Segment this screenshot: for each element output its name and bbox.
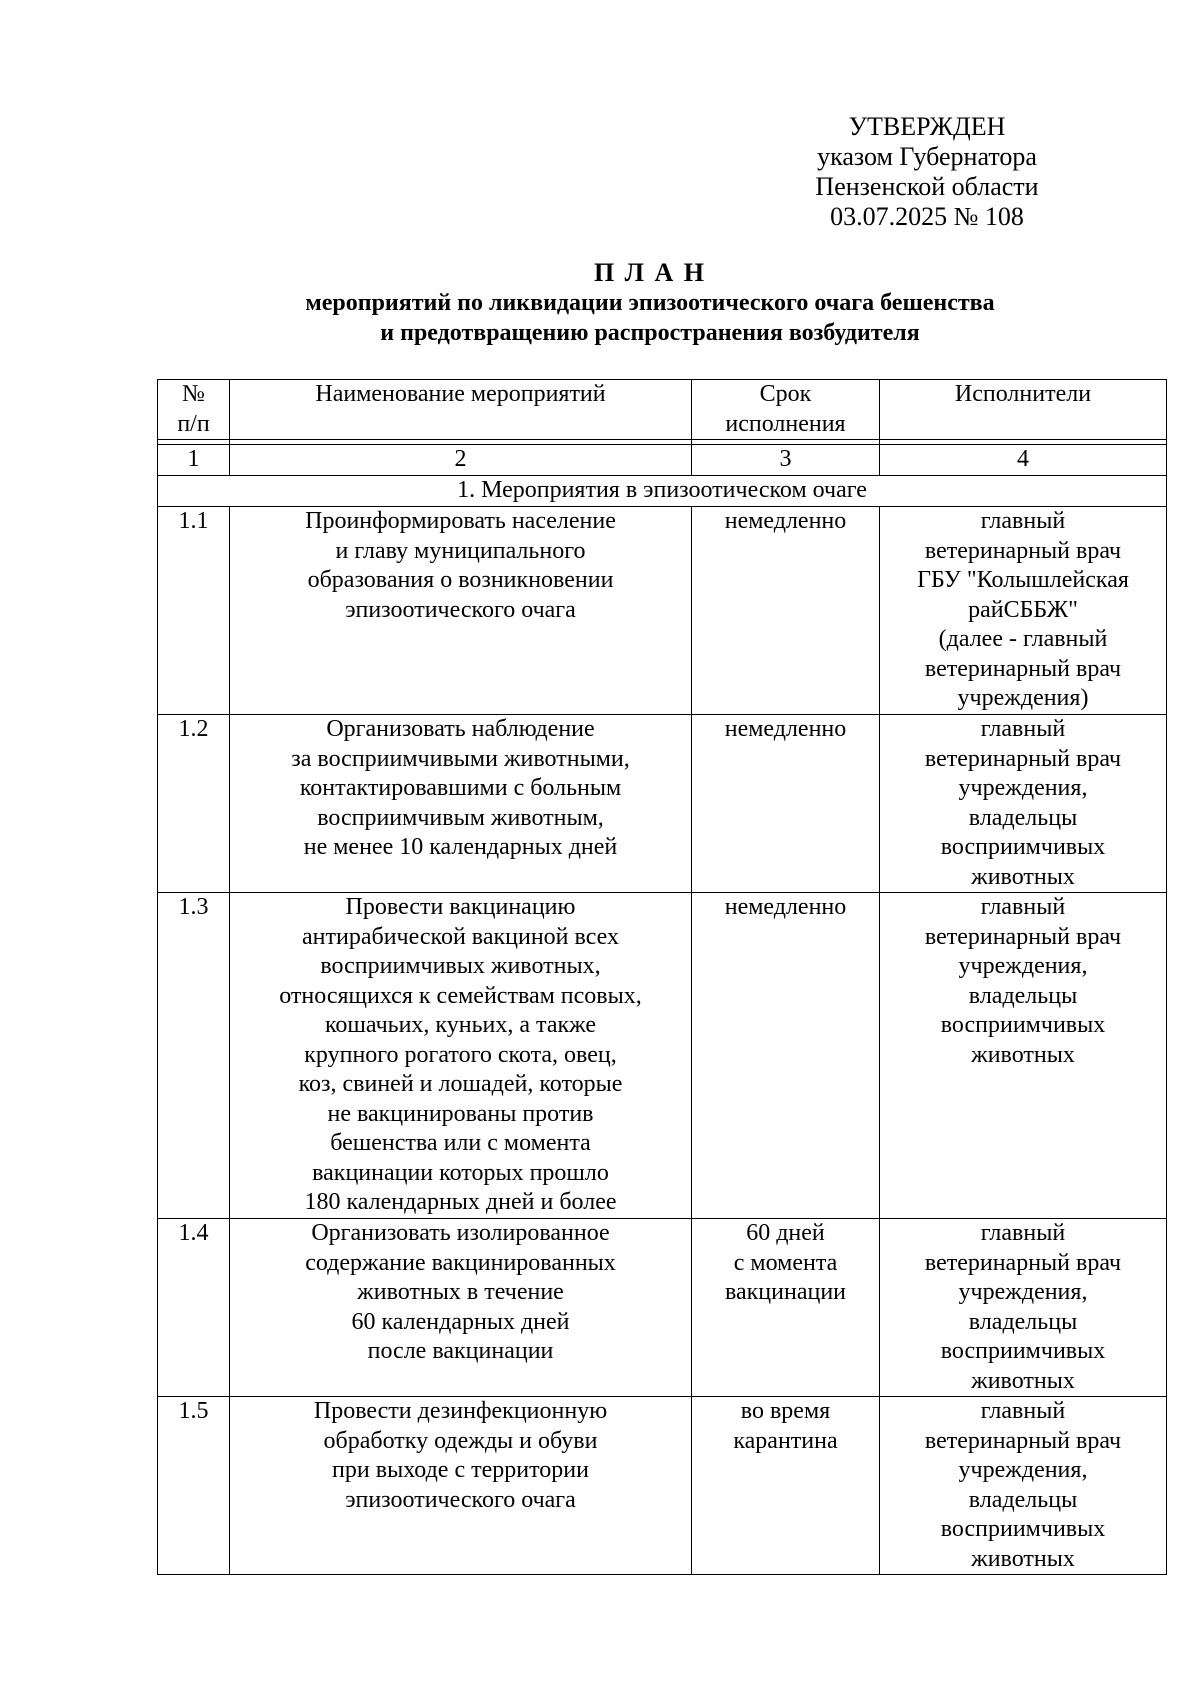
- row-name: Организовать наблюдение за восприимчивыми животными, контактировавшими с больным восприимчивым животным, не менее 10 календарных дней: [230, 715, 692, 893]
- row-executors: главный ветеринарный врач учреждения, владельцы восприимчивых животных: [880, 1397, 1167, 1575]
- title-main: П Л А Н: [593, 258, 707, 287]
- table-row: [158, 1397, 1167, 1575]
- approval-region: Пензенской области: [815, 172, 1039, 201]
- header-name: Наименование мероприятий: [230, 380, 692, 440]
- header-deadline: Срок исполнения: [692, 380, 880, 440]
- row-deadline: во время карантина: [692, 1397, 880, 1575]
- row-num: 1.5: [158, 1397, 230, 1575]
- row-num: 1.4: [158, 1219, 230, 1397]
- table-row: [158, 715, 1167, 893]
- approval-date-number: 03.07.2025 № 108: [830, 202, 1024, 231]
- row-name: Провести вакцинацию антирабической вакциной всех восприимчивых животных, относящихся к семействам псовых, кошачьих, куньих, а также крупного рогатого скота, овец, коз, свиней и лошадей, которые не вакцинированы против бешенства или с момента вакцинации которых прошло 180 календарных дней и более: [230, 893, 692, 1219]
- document-title: [150, 258, 1150, 348]
- row-num: 1.3: [158, 893, 230, 1219]
- section-row: [158, 476, 1167, 507]
- approval-title: УТВЕРЖДЕН: [848, 112, 1006, 141]
- column-number: 4: [880, 445, 1167, 476]
- row-executors: главный ветеринарный врач учреждения, владельцы восприимчивых животных: [880, 715, 1167, 893]
- row-deadline: немедленно: [692, 893, 880, 1219]
- row-executors: главный ветеринарный врач учреждения, владельцы восприимчивых животных: [880, 893, 1167, 1219]
- row-name: Проинформировать население и главу муниципального образования о возникновении эпизоотического очага: [230, 507, 692, 715]
- table-row: [158, 1219, 1167, 1397]
- column-number-row: [158, 445, 1167, 476]
- table-row: [158, 893, 1167, 1219]
- row-deadline: немедленно: [692, 507, 880, 715]
- column-number: 3: [692, 445, 880, 476]
- approval-stamp: [792, 112, 1062, 232]
- row-deadline: 60 дней с момента вакцинации: [692, 1219, 880, 1397]
- column-number: 1: [158, 445, 230, 476]
- row-deadline: немедленно: [692, 715, 880, 893]
- row-name: Провести дезинфекционную обработку одежды и обуви при выходе с территории эпизоотического очага: [230, 1397, 692, 1575]
- table-header-row: [158, 380, 1167, 440]
- header-num: № п/п: [158, 380, 230, 440]
- row-name: Организовать изолированное содержание вакцинированных животных в течение 60 календарных дней после вакцинации: [230, 1219, 692, 1397]
- column-number: 2: [230, 445, 692, 476]
- table-row: [158, 507, 1167, 715]
- title-subtitle-line-1: мероприятий по ликвидации эпизоотического очага бешенства: [305, 290, 995, 316]
- header-executors: Исполнители: [880, 380, 1167, 440]
- approval-authority: указом Губернатора: [817, 142, 1037, 171]
- row-num: 1.2: [158, 715, 230, 893]
- title-subtitle-line-2: и предотвращению распространения возбудителя: [380, 320, 920, 346]
- row-num: 1.1: [158, 507, 230, 715]
- row-executors: главный ветеринарный врач ГБУ "Колышлейская райСББЖ" (далее - главный ветеринарный врач учреждения): [880, 507, 1167, 715]
- section-title: 1. Мероприятия в эпизоотическом очаге: [158, 476, 1167, 507]
- plan-table: [157, 379, 1167, 1575]
- row-executors: главный ветеринарный врач учреждения, владельцы восприимчивых животных: [880, 1219, 1167, 1397]
